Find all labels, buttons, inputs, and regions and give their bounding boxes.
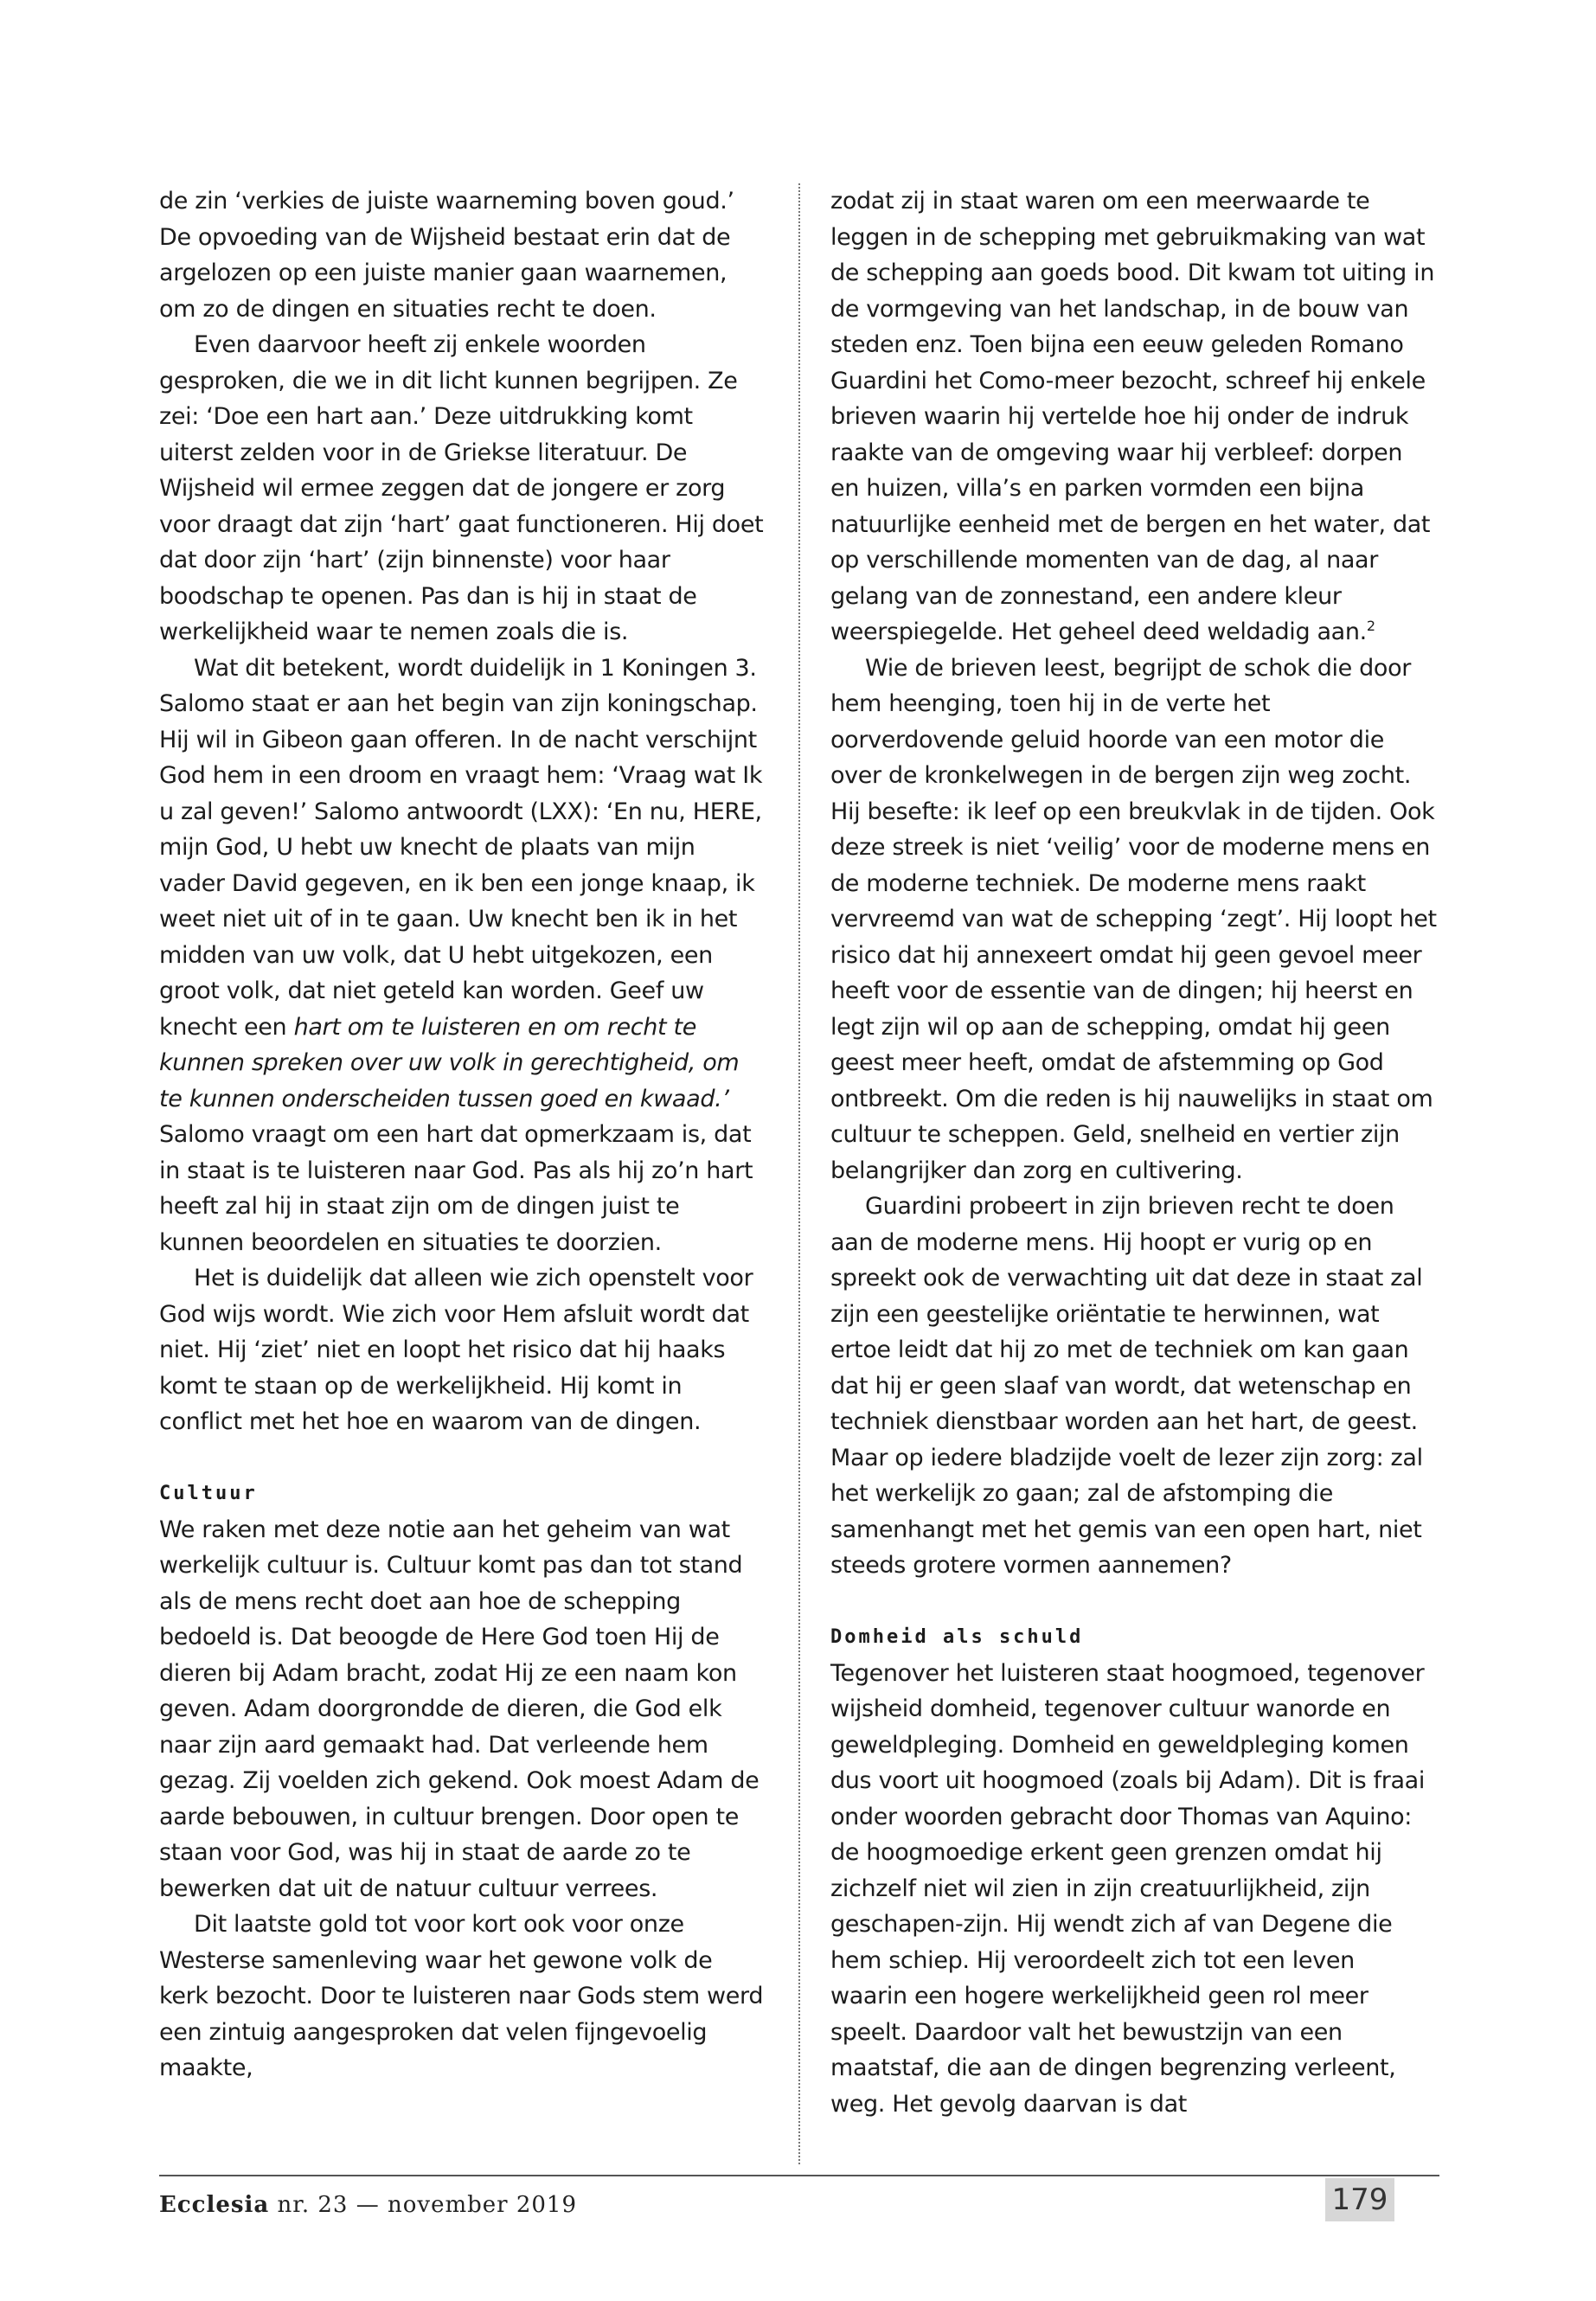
paragraph: Guardini probeert in zijn brieven recht te doen aan de moderne mens. Hij hoopt er vurig op en spreekt ook de verwachting uit dat deze in staat zal zijn een geestelijke oriëntatie te herwinnen, wat ertoe leidt dat hij zo met de techniek om kan gaan dat hij er geen slaaf van wordt, dat wetenschap en techniek dienstbaar worden aan het hart, de geest. Maar op iedere bladzijde voelt de lezer zijn zorg: zal het werkelijk zo gaan; zal de afstomping die samenhangt met het gemis van een open hart, niet steeds grotere vormen aannemen? bbox=[830, 1193, 1423, 1579]
paragraph: Tegenover het luisteren staat hoogmoed, tegenover wijsheid domheid, tegenover cultuur wanorde en geweldpleging. Domheid en geweldpleging komen dus voort uit hoogmoed (zoals bij Adam). Dit is fraai onder woorden gebracht door Thomas van Aquino: de hoogmoedige erkent geen grenzen omdat hij zichzelf niet wil zien in zijn creatuurlijkheid, zijn geschapen-zijn. Hij wendt zich af van Degene die hem schiep. Hij veroordeelt zich tot een leven waarin een hogere werkelijkheid geen rol meer speelt. Daardoor valt het bewustzijn van een maatstaf, die aan de dingen begrenzing verleent, weg. Het gevolg daarvan is dat bbox=[830, 1659, 1425, 2118]
spacer bbox=[159, 1440, 766, 1477]
journal-name: Ecclesia bbox=[159, 2192, 270, 2218]
left-column bbox=[159, 183, 766, 2086]
text: Wat dit betekent, wordt duidelijk in 1 Koningen 3. Salomo staat er aan het begin van zijn koningschap. Hij wil in Gibeon gaan offeren. In de nacht verschijnt God hem in een droom en vraagt hem: ‘Vraag wat Ik u zal geven!’ Salomo antwoordt (LXX): ‘En nu, HERE, mijn God, U hebt uw knecht de plaats van mijn vader David gegeven, en ik ben een jonge knaap, ik weet niet uit of in te gaan. Uw knecht ben ik in het midden van uw volk, dat U hebt uitgekozen, een groot volk, dat niet geteld kan worden. Geef uw knecht een bbox=[159, 654, 763, 1041]
page-number: 179 bbox=[1325, 2178, 1394, 2221]
italic-quote: hart om te luisteren en om recht te kunnen spreken over uw volk in gerechtigheid, om te kunnen onderscheiden tussen goed en kwaad.’ bbox=[159, 1013, 740, 1112]
paragraph: de zin ‘verkies de juiste waarneming boven goud.’ De opvoeding van de Wijsheid bestaat erin dat de argelozen op een juiste manier gaan waarnemen, om zo de dingen en situaties recht te doen. bbox=[159, 188, 734, 323]
paragraph: Dit laatste gold tot voor kort ook voor onze Westerse samenleving waar het gewone volk de kerk bezocht. Door te luisteren naar Gods stem werd een zintuig aangesproken dat velen fijngevoelig maakte, bbox=[159, 1911, 764, 2081]
paragraph bbox=[830, 183, 1438, 651]
text: zodat zij in staat waren om een meerwaarde te leggen in de schepping met gebruikmaking van wat de schepping aan goeds bood. Dit kwam tot uiting in de vormgeving van het landschap, in de bouw van steden enz. Toen bijna een eeuw geleden Romano Guardini het Como-meer bezocht, schreef hij enkele brieven waarin hij vertelde hoe hij onder de indruk raakte van de omgeving waar hij verbleef: dorpen en huizen, villa’s en parken vormden een bijna natuurlijke eenheid met de bergen en het water, dat op verschillende momenten van de dag, al naar gelang van de zonnestand, een andere kleur weerspiegelde. Het geheel deed weldadig aan. bbox=[830, 188, 1435, 645]
section-heading-cultuur: Cultuur bbox=[159, 1483, 258, 1504]
paragraph: Even daarvoor heeft zij enkele woorden gesproken, die we in dit licht kunnen begrijpen. Ze zei: ‘Doe een hart aan.’ Deze uitdrukking komt uiterst zelden voor in de Griekse literatuur. De Wijsheid wil ermee zeggen dat de jongere er zorg voor draagt dat zijn ‘hart’ gaat functioneren. Hij doet dat door zijn ‘hart’ (zijn binnenste) voor haar boodschap te openen. Pas dan is hij in staat de werkelijkheid waar te nemen zoals die is. bbox=[159, 331, 764, 645]
right-column bbox=[830, 183, 1438, 2122]
column-divider bbox=[798, 183, 800, 2164]
paragraph: Wie de brieven leest, begrijpt de schok die door hem heenging, toen hij in de verte het oorverdovende geluid hoorde van een motor die over de kronkelwegen in de bergen zijn weg zocht. Hij besefte: ik leef op een breukvlak in de tijden. Ook deze streek is niet ‘veilig’ voor de moderne mens en de moderne techniek. De moderne mens raakt vervreemd van wat de schepping ‘zegt’. Hij loopt het risico dat hij annexeert omdat hij geen gevoel meer heeft voor de essentie van de dingen; hij heerst en legt zijn wil op aan de schepping, omdat hij geen geest meer heeft, omdat de afstemming op God ontbreekt. Om die reden is hij nauwelijks in staat om cultuur te scheppen. Geld, snelheid en vertier zijn belangrijker dan zorg en cultivering. bbox=[830, 654, 1437, 1184]
issue-info: nr. 23 — november 2019 bbox=[277, 2192, 578, 2218]
footer bbox=[159, 2192, 577, 2218]
section-heading-domheid: Domheid als schuld bbox=[830, 1626, 1084, 1648]
paragraph: We raken met deze notie aan het geheim van wat werkelijk cultuur is. Cultuur komt pas dan tot stand als de mens recht doet aan hoe de schepping bedoeld is. Dat beoogde de Here God toen Hij de dieren bij Adam bracht, zodat Hij ze een naam kon geven. Adam doorgrondde de dieren, die God elk naar zijn aard gemaakt had. Dat verleende hem gezag. Zij voelden zich gekend. Ook moest Adam de aarde bebouwen, in cultuur brengen. Door open te staan voor God, was hij in staat de aarde zo te bewerken dat uit de natuur cultuur verrees. bbox=[159, 1516, 760, 1902]
footer-rule bbox=[159, 2175, 1439, 2176]
text: Salomo vraagt om een hart dat opmerkzaam is, dat in staat is te luisteren naar God. Pas als hij zo’n hart heeft zal hij in staat zijn om de dingen juist te kunnen beoordelen en situaties te doorzien. bbox=[159, 1121, 753, 1256]
spacer bbox=[830, 1584, 1438, 1620]
paragraph: Het is duidelijk dat alleen wie zich openstelt voor God wijs wordt. Wie zich voor Hem afsluit wordt dat niet. Hij ‘ziet’ niet en loopt het risico dat hij haaks komt te staan op de werkelijkheid. Hij komt in conflict met het hoe en waarom van de dingen. bbox=[159, 1265, 753, 1435]
paragraph-koningen bbox=[159, 651, 766, 1261]
footnote-ref[interactable]: 2 bbox=[1366, 618, 1375, 634]
